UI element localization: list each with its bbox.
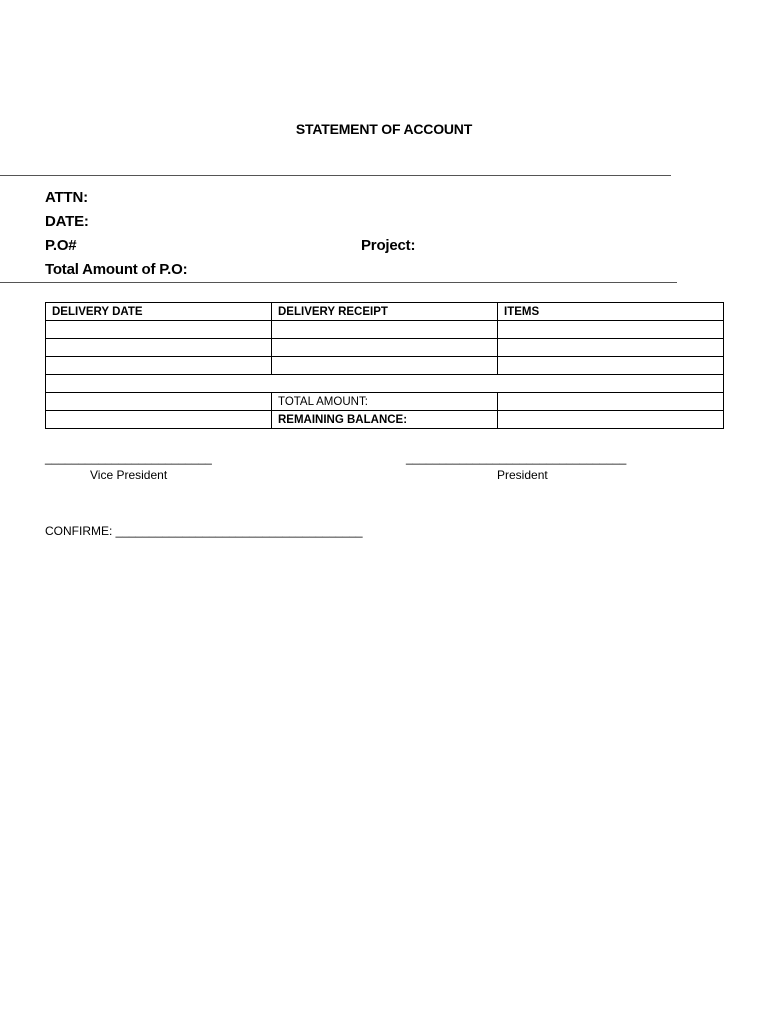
total-amount-po-label: Total Amount of P.O: [45, 261, 188, 278]
president-label: President [497, 468, 548, 482]
document-title: STATEMENT OF ACCOUNT [295, 121, 473, 137]
remaining-balance-label: REMAINING BALANCE: [272, 411, 498, 429]
po-label: P.O# [45, 237, 77, 254]
table-cell [498, 339, 724, 357]
table-row [46, 339, 724, 357]
vice-president-signature-line: _________________________ [45, 451, 212, 465]
table-row [46, 357, 724, 375]
table-cell [272, 339, 498, 357]
header-divider-bottom [0, 282, 677, 283]
column-header-delivery-date: DELIVERY DATE [46, 303, 272, 321]
table-spacer-row [46, 375, 724, 393]
president-signature-line: _________________________________ [406, 451, 627, 465]
delivery-table [45, 302, 724, 429]
column-header-items: ITEMS [498, 303, 724, 321]
table-cell [46, 393, 272, 411]
total-amount-value [498, 393, 724, 411]
vice-president-label: Vice President [90, 468, 168, 482]
attn-label: ATTN: [45, 189, 88, 206]
column-header-delivery-receipt: DELIVERY RECEIPT [272, 303, 498, 321]
date-label: DATE: [45, 213, 89, 230]
table-cell [46, 357, 272, 375]
table-cell [46, 321, 272, 339]
table-cell [272, 321, 498, 339]
table-cell [46, 339, 272, 357]
total-amount-row [46, 393, 724, 411]
table-row [46, 321, 724, 339]
remaining-balance-row [46, 411, 724, 429]
table-header-row [46, 303, 724, 321]
header-divider-top [0, 175, 671, 176]
table-cell [46, 375, 724, 393]
project-label: Project: [361, 237, 416, 254]
table-cell [46, 411, 272, 429]
table-cell [498, 321, 724, 339]
total-amount-label: TOTAL AMOUNT: [272, 393, 498, 411]
remaining-balance-value [498, 411, 724, 429]
confirm-signature-line: CONFIRME: _____________________________________ [45, 524, 363, 538]
table-cell [272, 357, 498, 375]
table-cell [498, 357, 724, 375]
